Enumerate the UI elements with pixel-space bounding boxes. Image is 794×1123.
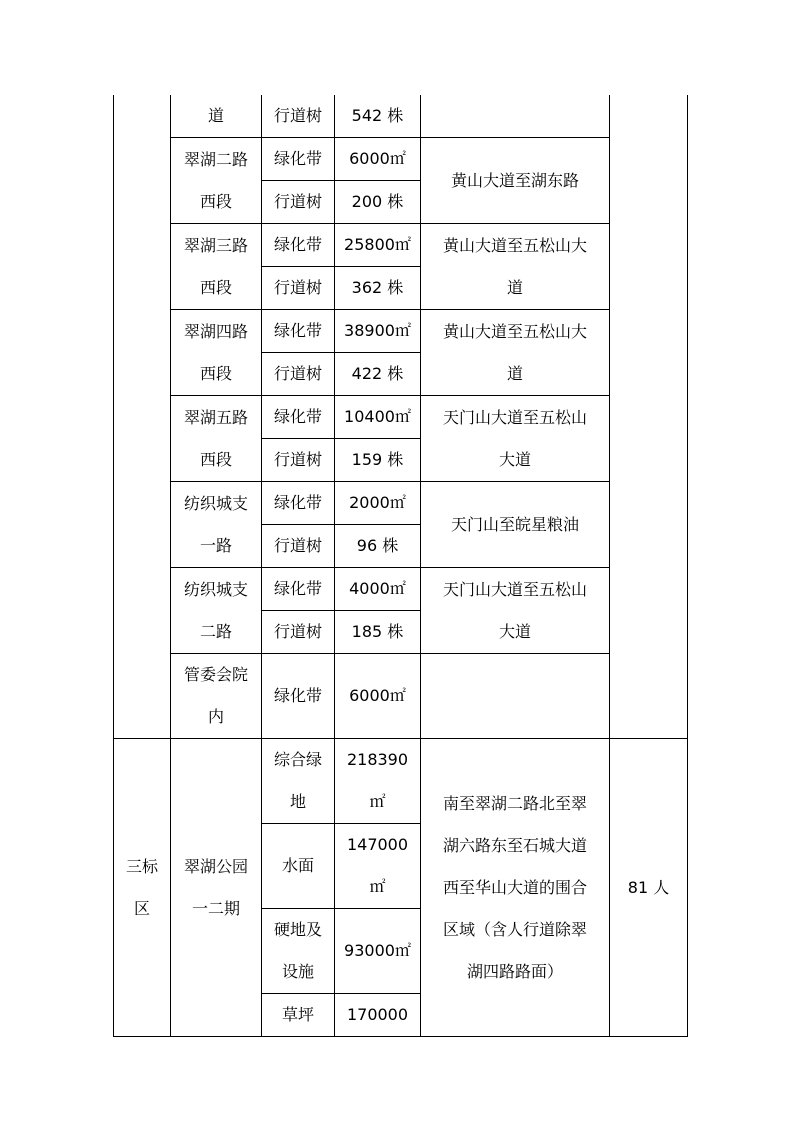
quantity-cell: 38900㎡ [335, 310, 421, 353]
road-name-cell: 道 [171, 95, 262, 138]
item-cell-line: 水面 [281, 856, 314, 875]
item-cell [262, 824, 335, 909]
quantity-cell [335, 739, 421, 824]
quantity-cell-line: ㎡ [369, 877, 386, 896]
item-cell-line: 草坪 [281, 1005, 314, 1024]
road-name-cell-line: 翠湖二路 [183, 149, 248, 169]
park-name-cell-line: 翠湖公园 [183, 856, 248, 876]
quantity-cell-line: 93000㎡ [344, 941, 411, 960]
range-cell-line: 天门山大道至五松山 [442, 407, 587, 427]
table-row [114, 739, 688, 824]
quantity-cell: 6000㎡ [335, 138, 421, 181]
table-row [114, 482, 688, 525]
table-row [114, 224, 688, 267]
range-cell-line: 天门山至皖星粮油 [450, 514, 579, 534]
table-row [114, 654, 688, 739]
table-row [114, 95, 688, 138]
item-cell: 绿化带 [262, 568, 335, 611]
road-name-cell [171, 310, 262, 396]
table-row [114, 310, 688, 353]
quantity-cell-line: ㎡ [369, 792, 386, 811]
road-name-cell-line: 翠湖五路 [183, 407, 248, 427]
range-cell-line: 黄山大道至湖东路 [450, 170, 579, 190]
range-cell [421, 95, 610, 138]
item-cell: 绿化带 [262, 482, 335, 525]
quantity-cell [335, 824, 421, 909]
table-row [114, 396, 688, 439]
range-cell-line: 湖六路东至石城大道 [442, 835, 587, 855]
item-cell: 绿化带 [262, 224, 335, 267]
park-name-cell-line: 一二期 [191, 898, 240, 918]
quantity-cell: 159 株 [335, 439, 421, 482]
quantity-cell-line: 147000 [346, 835, 409, 854]
road-name-cell-line: 管委会院 [183, 665, 248, 684]
range-cell-line: 黄山大道至五松山大 [442, 321, 587, 341]
area-cell [114, 739, 171, 1037]
range-cell-line: 南至翠湖二路北至翠 [442, 793, 587, 813]
item-cell: 绿化带 [262, 310, 335, 353]
road-name-cell-line: 西段 [199, 449, 232, 469]
item-cell-line: 综合绿 [273, 750, 322, 769]
item-cell: 绿化带 [262, 654, 335, 739]
road-name-cell-line: 纺织城支 [183, 579, 248, 599]
item-cell: 行道树 [262, 181, 335, 224]
quantity-cell: 422 株 [335, 353, 421, 396]
range-cell-line: 道 [506, 363, 523, 383]
road-name-cell [171, 654, 262, 739]
road-name-cell-line: 西段 [199, 277, 232, 297]
range-cell [421, 396, 610, 482]
range-cell [421, 482, 610, 568]
table-row [114, 568, 688, 611]
quantity-cell: 542 株 [335, 95, 421, 138]
quantity-cell-line: 218390 [346, 750, 409, 769]
range-cell-line: 区域（含人行道除翠 [442, 919, 587, 939]
road-name-cell [171, 138, 262, 224]
item-cell: 行道树 [262, 353, 335, 396]
item-cell: 绿化带 [262, 138, 335, 181]
range-cell [421, 568, 610, 654]
range-cell [421, 310, 610, 396]
quantity-cell: 4000㎡ [335, 568, 421, 611]
item-cell: 行道树 [262, 439, 335, 482]
quantity-cell [335, 909, 421, 994]
item-cell: 行道树 [262, 611, 335, 654]
table-row [114, 138, 688, 181]
item-cell: 绿化带 [262, 396, 335, 439]
item-cell-line: 设施 [281, 962, 314, 981]
item-cell: 行道树 [262, 267, 335, 310]
range-cell-line: 大道 [498, 621, 531, 641]
quantity-cell: 362 株 [335, 267, 421, 310]
range-cell [421, 654, 610, 739]
road-name-cell-line: 纺织城支 [183, 493, 248, 513]
area-cell-line: 三标 [125, 856, 158, 876]
item-cell: 行道树 [262, 525, 335, 568]
road-name-cell [171, 224, 262, 310]
range-cell-line: 道 [506, 277, 523, 297]
road-name-cell-line: 翠湖三路 [183, 235, 248, 255]
quantity-cell: 200 株 [335, 181, 421, 224]
area-cell-line: 区 [133, 898, 150, 918]
item-cell: 行道树 [262, 95, 335, 138]
road-name-cell-line: 内 [207, 707, 224, 726]
area-cell [114, 95, 171, 739]
road-name-cell-line: 二路 [199, 621, 232, 641]
quantity-cell: 2000㎡ [335, 482, 421, 525]
road-name-cell [171, 396, 262, 482]
range-cell [421, 224, 610, 310]
quantity-cell: 6000㎡ [335, 654, 421, 739]
road-name-cell-line: 西段 [199, 191, 232, 211]
quantity-cell: 96 株 [335, 525, 421, 568]
road-name-cell-line: 翠湖四路 [183, 321, 248, 341]
range-cell [421, 739, 610, 1037]
quantity-cell-line: 170000 [346, 1005, 409, 1024]
quantity-cell: 10400㎡ [335, 396, 421, 439]
quantity-cell: 185 株 [335, 611, 421, 654]
road-name-cell [171, 482, 262, 568]
quantity-cell [335, 994, 421, 1037]
staff-cell: 81 人 [610, 739, 688, 1037]
range-cell-line: 天门山大道至五松山 [442, 579, 587, 599]
road-name-cell [171, 568, 262, 654]
range-cell-line: 西至华山大道的围合 [442, 877, 587, 897]
range-cell-line: 黄山大道至五松山大 [442, 235, 587, 255]
park-name-cell [171, 739, 262, 1037]
item-cell-line: 硬地及 [273, 920, 322, 939]
range-cell-line: 大道 [498, 449, 531, 469]
item-cell [262, 994, 335, 1037]
road-name-cell-line: 西段 [199, 363, 232, 383]
item-cell [262, 739, 335, 824]
green-maintenance-table [113, 95, 688, 1037]
staff-cell [610, 95, 688, 739]
range-cell-line: 湖四路路面） [466, 961, 563, 981]
quantity-cell: 25800㎡ [335, 224, 421, 267]
item-cell-line: 地 [289, 792, 306, 811]
range-cell [421, 138, 610, 224]
item-cell [262, 909, 335, 994]
road-name-cell-line: 一路 [199, 535, 232, 555]
